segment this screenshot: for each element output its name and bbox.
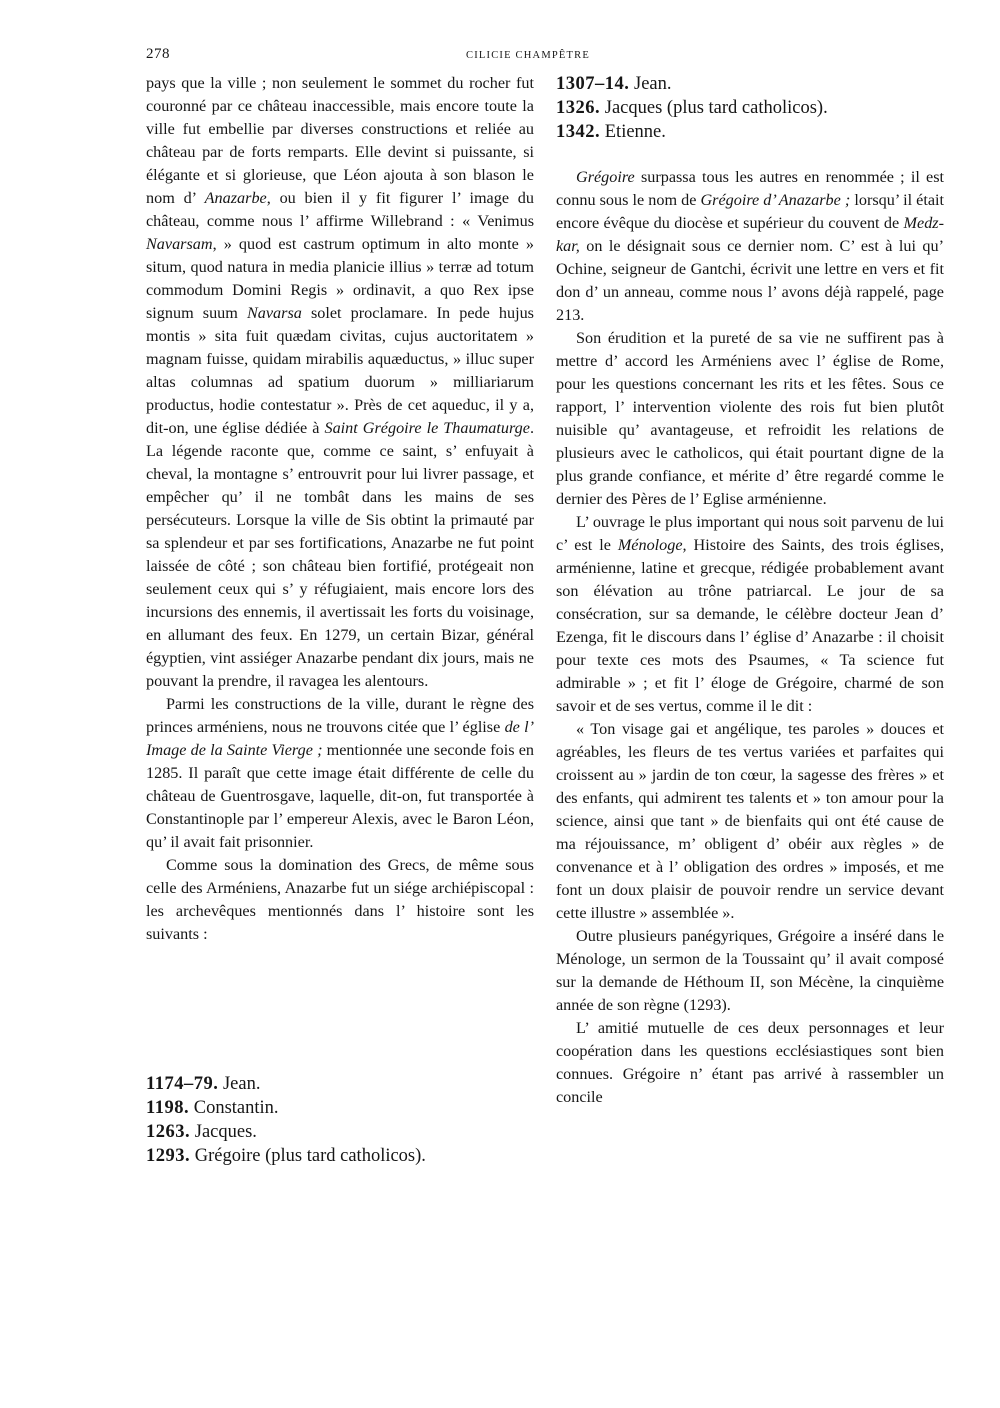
text-run: lorsqu’ il était encore évêque du diocèse et supérieur du couvent de [556,191,945,232]
bishop-item [146,1144,534,1168]
bishop-name: Jean. [218,1074,261,1094]
bishop-year: 1293. [146,1146,191,1166]
bishop-year: 1263. [146,1122,191,1142]
bishop-item [146,1096,534,1120]
text-run: Parmi les constructions de la ville, durant le règne des princes arméniens, nous ne trouvons citée que l’ église [146,695,534,736]
bishop-list-left [146,1072,534,1168]
italic-run: Saint Grégoire le Thaumaturge [324,419,530,437]
bishop-item [556,72,944,96]
text-run: surpassa tous les autres en renommée ; il est connu sous le nom de [556,168,944,209]
bishop-year: 1198. [146,1098,190,1118]
text-run: , ou bien il y fit figurer l’ image du château, comme nous l’ affirme Willebrand : « Venimus [146,189,534,230]
bishop-name: Constantin. [189,1098,279,1118]
right-paragraph-2: Son érudition et la pureté de sa vie ne suffirent pas à mettre d’ accord les Arméniens avec l’ église de Rome, pour les questions concernant les rits et les fêtes. Sous ce rapport, l’ intervention violente des rois fut bien plutôt nuisible qu’ avantageuse, et refroidit les relations de plusieurs avec le catholicos, qui était pourtant digne de la plus grande confiance, et mérite d’ être regardé comme le dernier des Pères de l’ Eglise arménienne. [556,329,944,508]
bishop-item [146,1072,534,1096]
running-title: CILICIE CHAMPÊTRE [466,50,590,61]
page-number: 278 [146,46,170,62]
right-paragraph-5: Outre plusieurs panégyriques, Grégoire a inséré dans le Ménologe, un sermon de la Toussaint qu’ il avait composé sur la demande de Héthoum II, son Mécène, la cinquième année de son règne (1293). [556,927,944,1014]
right-paragraph-1 [556,166,944,327]
right-paragraph-3 [556,511,944,718]
bishop-list-right [556,72,944,144]
right-column [556,72,944,1109]
italic-run: Medz-kar, [556,214,944,255]
italic-run: Anazarbe [204,189,267,207]
left-paragraph-1 [146,72,534,693]
left-paragraph-3: Comme sous la domination des Grecs, de même sous celle des Arméniens, Anazarbe fut un siége archiépiscopal : les archevêques mentionnés dans l’ histoire sont les suivants : [146,856,534,943]
text-run: . La légende raconte que, comme ce saint, s’ enfuyait à cheval, la montagne s’ entrouvrit pour lui livrer passage, et empêcher qu’ il ne tombât dans les mains de ses persécuteurs. Lorsque la ville de Sis obtint la primauté par sa splendeur et par ses fortifications, Anazarbe ne fut point laissée de côté ; son château bien fortifié, protégeait non seulement ceux qui s’ y réfugiaient, mais encore lors des incursions des ennemis, il avertissait les forts du voisinage, en allumant des feux. En 1279, un certain Bizar, général égyptien, vint assiéger Anazarbe pendant dix jours, mais ne pouvant la prendre, il ravagea les alentours. [146,419,534,690]
bishop-item [556,96,944,120]
right-paragraph-6: L’ amitié mutuelle de ces deux personnages et leur coopération dans les questions ecclésiastiques sont bien connues. Grégoire n’ étant pas arrivé à rassembler un concile [556,1019,944,1106]
bishop-name: Jacques (plus tard catholicos). [600,98,828,118]
bishop-name: Jacques. [190,1122,257,1142]
text-run: on le désignait sous ce dernier nom. C’ est à lui qu’ Ochine, seigneur de Gantchi, écrivit une lettre en vers et fit don d’ un anneau, comme nous l’ avons déjà rappelé, page 213. [556,237,944,324]
bishop-year: 1326. [556,98,601,118]
bishop-name: Grégoire (plus tard catholicos). [190,1146,426,1166]
left-paragraph-2 [146,693,534,854]
right-paragraph-4: « Ton visage gai et angélique, tes paroles » douces et agréables, les fleurs de tes vertus variées et parfaites qui croissent au » jardin de ton cœur, la sagesse des frères » et des enfants, qui admirent tes talents et » ton amour pour la science, ainsi que tant » de bienfaits qui ont été cause de ma réjouissance, m’ obligent d’ obéir aux règles » de convenance et à l’ obligation des ordres » imposés, et me font un doux plaisir de pouvoir rendre un service devant cette illustre » assemblée ». [556,720,944,922]
text-run: pays que la ville ; non seulement le sommet du rocher fut couronné par ce château inaccessible, mais encore toute la ville fut embellie par diverses constructions et reliée au château par de forts remparts. Elle devint si puissante, si élégante et si glorieuse, que Léon ajouta à son blason le nom d’ [146,74,534,207]
italic-run: Navarsa [246,304,302,322]
italic-run: Ménologe, [617,536,687,554]
text-run: solet proclamare. In pede hujus montis » sita fuit quædam civitas, cujus auctoritatem » magnam fuisse, quidam mirabilis aquæductus, » illuc super altas columnas ad spatium duorum » milliariarum productus, hodie contestatur ». Près de cet aqueduc, il y a, dit-on, une église dédiée à [146,304,534,437]
bishop-name: Jean. [629,74,672,94]
italic-run: Grégoire [576,168,635,186]
italic-run: Grégoire d’ Anazarbe ; [700,191,851,209]
bishop-year: 1307–14. [556,74,630,94]
bishop-year: 1342. [556,122,601,142]
bishop-year: 1174–79. [146,1074,219,1094]
text-run: , » quod est castrum optimum in alto monte » situm, quod natura in media planicie illius » terræ ad totum commodum Domini Regis » ordinavit, a quo Rex ipse signum suum [146,235,534,322]
italic-run: de l’ Image de la Sainte Vierge ; [146,718,534,759]
bishop-item [556,120,944,144]
bishop-item [146,1120,534,1144]
text-run: Histoire des Saints, des trois églises, arménienne, latine et grecque, rédigée probablement avant son élévation au trône patriarcal. Le jour de sa consécration, sur sa demande, le célèbre docteur Jean d’ Ezenga, fit le discours dans l’ église d’ Anazarbe : il choisit pour texte ces mots des Psaumes, « Ta science fut admirable » ; et fit l’ éloge de Grégoire, charmé de son savoir et de ses vertus, comme il le dit : [556,536,944,715]
left-column [146,72,534,1168]
text-run: mentionnée une seconde fois en 1285. Il paraît que cette image était différente de celle du château de Guentrosgave, laquelle, dit-on, fut transportée à Constantinople par l’ empereur Alexis, avec le Baron Léon, qu’ il avait fait prisonnier. [146,741,534,851]
italic-run: Navarsam [146,235,213,253]
text-run: L’ ouvrage le plus important qui nous soit parvenu de lui c’ est le [556,513,944,554]
bishop-name: Etienne. [600,122,666,142]
